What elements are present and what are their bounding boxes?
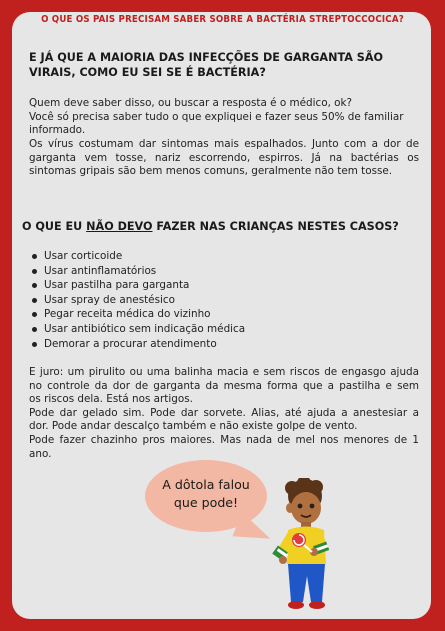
list-item: Usar spray de anestésico	[30, 293, 245, 308]
text-line: E juro: um pirulito ou uma balinha macia e sem riscos de engasgo ajuda	[29, 366, 419, 378]
section2-title-pre: O QUE EU	[22, 220, 87, 233]
section2-title	[22, 219, 399, 234]
text-line: ano.	[29, 447, 52, 460]
section1-paragraph1	[29, 97, 419, 138]
section2-title-emphasis: NÃO DEVO	[86, 220, 153, 233]
list-item: Pegar receita médica do vizinho	[30, 307, 245, 322]
section1-paragraph2	[29, 138, 419, 179]
bubble-line2: que pode!	[173, 495, 239, 510]
text-line: garganta vem tosse, nariz escorrendo, espirros. Já na bactérias os	[29, 151, 419, 164]
pants-shape	[288, 564, 325, 602]
list-item: Demorar a procurar atendimento	[30, 337, 245, 352]
list-item: Usar corticoide	[30, 249, 245, 264]
list-item: Usar antibiótico sem indicação médica	[30, 322, 245, 337]
dont-do-list	[30, 249, 245, 351]
text-line: no controle da dor de garganta da mesma forma que a pastilha e sem	[29, 379, 419, 392]
text-line: Pode fazer chazinho pros maiores. Mas nada de mel nos menores de 1	[29, 433, 419, 446]
section3-paragraph	[29, 366, 419, 461]
bubble-line1: A dôtola falou	[162, 477, 250, 492]
section2-title-post: FAZER NAS CRIANÇAS NESTES CASOS?	[152, 220, 399, 233]
section1-title-line1: E JÁ QUE A MAIORIA DAS INFECÇÕES DE GARGANTA SÃO	[29, 51, 383, 64]
face-shape	[291, 492, 321, 524]
text-line: Quem deve saber disso, ou buscar a resposta é o médico, ok?	[29, 97, 353, 109]
list-item: Usar pastilha para garganta	[30, 278, 245, 293]
text-line: Pode dar gelado sim. Pode dar sorvete. Alias, até ajuda a anestesiar a	[29, 406, 419, 419]
text-line: Os vírus costumam dar sintomas mais espalhados. Junto com a dor de	[29, 138, 419, 150]
speech-bubble-text	[145, 476, 267, 512]
page-header: O QUE OS PAIS PRECISAM SABER SOBRE A BACTÉRIA STREPTOCCOCICA?	[41, 14, 404, 25]
section1-title	[29, 50, 383, 80]
text-line: dor. Pode andar descalço também e não existe golpe de vento.	[29, 420, 358, 433]
text-line: Você só precisa saber tudo o que expliquei e fazer seus 50% de familiar	[29, 110, 404, 123]
list-item: Usar antinflamatórios	[30, 264, 245, 279]
text-line: os riscos dela. Está nos artigos.	[29, 393, 193, 406]
child-with-lollipop-illustration	[270, 478, 340, 614]
section1-title-line2: VIRAIS, COMO EU SEI SE É BACTÉRIA?	[29, 66, 266, 79]
text-line: sintomas gripais são bem menos comuns, geralmente não tem tosse.	[29, 165, 393, 178]
text-line: informado.	[29, 124, 86, 137]
